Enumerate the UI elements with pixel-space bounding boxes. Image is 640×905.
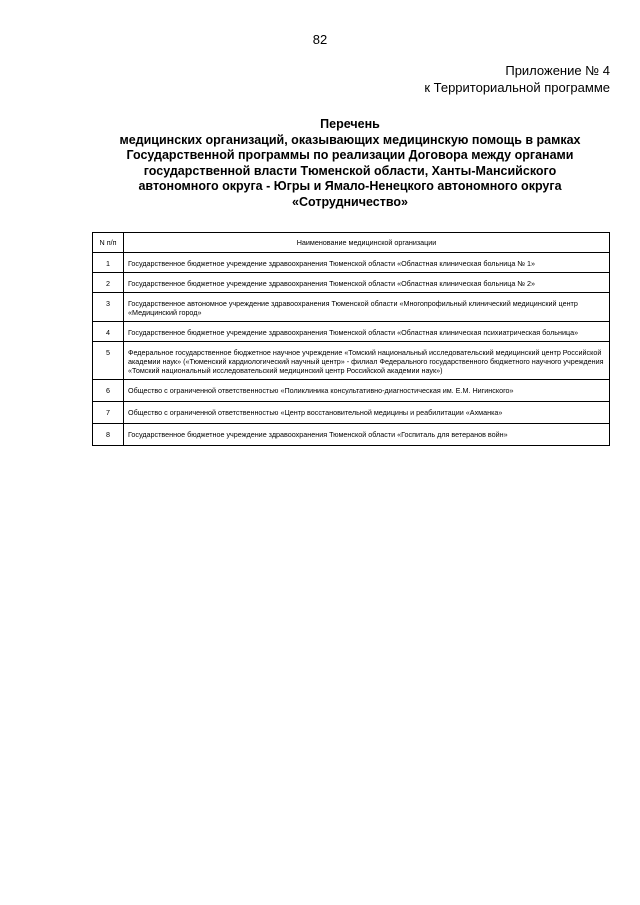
title-line: Перечень xyxy=(320,117,380,131)
row-number: 5 xyxy=(93,342,124,380)
row-number: 6 xyxy=(93,380,124,402)
organization-name: Государственное бюджетное учреждение здравоохранения Тюменской области «Областная клиническая психиатрическая больница» xyxy=(124,322,610,342)
organization-name: Федеральное государственное бюджетное научное учреждение «Томский национальный исследовательский медицинский центр Российской академии наук» («Тюменский кардиологический научный центр» - филиал Федерального государственного бюджетного научного учреждения «Томский национальный исследовательский медицинский центр Российской академии наук») xyxy=(124,342,610,380)
appendix-reference: к Территориальной программе xyxy=(424,80,610,95)
title-line: Государственной программы по реализации Договора между органами xyxy=(126,148,574,162)
organization-name: Государственное бюджетное учреждение здравоохранения Тюменской области «Госпиталь для ветеранов войн» xyxy=(124,424,610,446)
table-row xyxy=(93,342,610,380)
appendix-heading xyxy=(424,62,610,96)
organizations-table xyxy=(92,232,610,446)
title-line: государственной власти Тюменской области, Ханты-Мансийского xyxy=(143,163,557,178)
title-line: медицинских организаций, оказывающих медицинскую помощь в рамках xyxy=(119,132,581,147)
appendix-number: Приложение № 4 xyxy=(505,63,610,78)
row-number: 7 xyxy=(93,402,124,424)
page-number: 82 xyxy=(312,32,328,47)
document-title xyxy=(70,117,630,210)
column-header-name: Наименование медицинской организации xyxy=(124,233,610,253)
organization-name: Государственное бюджетное учреждение здравоохранения Тюменской области «Областная клиническая больница № 2» xyxy=(124,273,610,293)
table-row xyxy=(93,402,610,424)
row-number: 3 xyxy=(93,293,124,322)
row-number: 4 xyxy=(93,322,124,342)
column-header-number: N п/п xyxy=(93,233,124,253)
row-number: 1 xyxy=(93,253,124,273)
organization-name: Общество с ограниченной ответственностью «Центр восстановительной медицины и реабилитации «Ахманка» xyxy=(124,402,610,424)
title-line: автономного округа - Югры и Ямало-Ненецкого автономного округа xyxy=(138,179,562,193)
table-row xyxy=(93,273,610,293)
table-row xyxy=(93,424,610,446)
organization-name: Государственное автономное учреждение здравоохранения Тюменской области «Многопрофильный клинический медицинский центр «Медицинский город» xyxy=(124,293,610,322)
table-header-row xyxy=(93,233,610,253)
row-number: 8 xyxy=(93,424,124,446)
table-row xyxy=(93,293,610,322)
table-row xyxy=(93,322,610,342)
organization-name: Общество с ограниченной ответственностью «Поликлиника консультативно-диагностическая им. Е.М. Нигинского» xyxy=(124,380,610,402)
title-line: «Сотрудничество» xyxy=(292,194,408,209)
table-row xyxy=(93,253,610,273)
organization-name: Государственное бюджетное учреждение здравоохранения Тюменской области «Областная клиническая больница № 1» xyxy=(124,253,610,273)
table-row xyxy=(93,380,610,402)
row-number: 2 xyxy=(93,273,124,293)
